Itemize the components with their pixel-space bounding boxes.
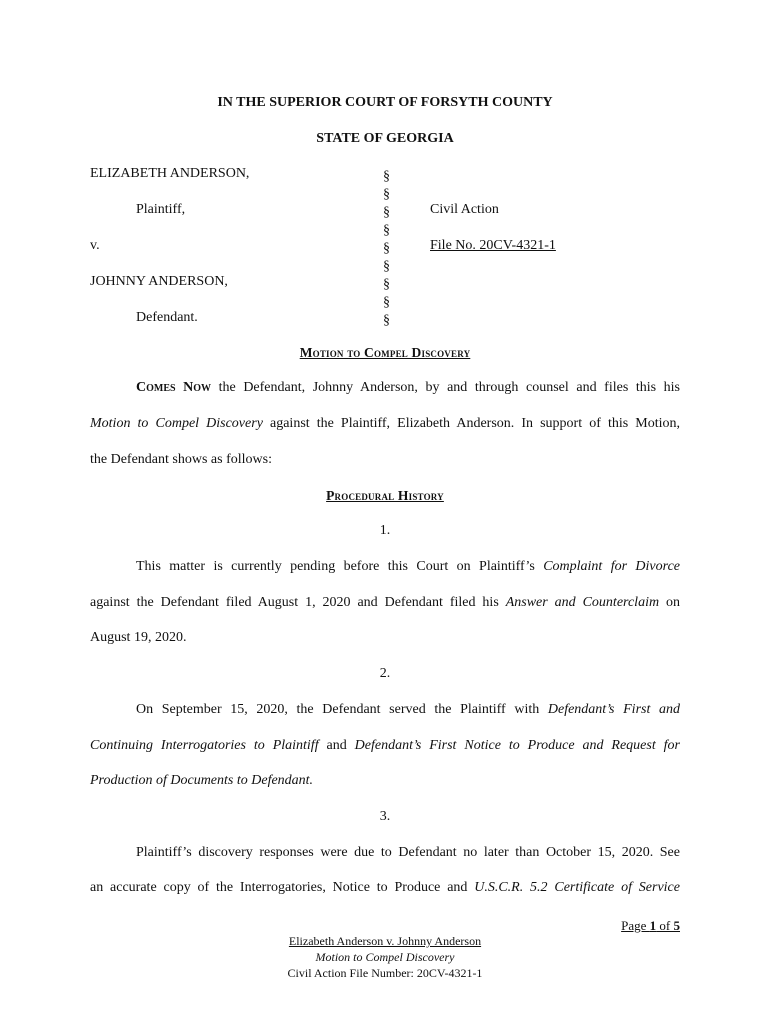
footer bbox=[230, 933, 540, 981]
paragraph-number: 2. bbox=[379, 666, 391, 681]
paragraph-1-line-2 bbox=[90, 595, 680, 611]
section-mark: § bbox=[383, 241, 390, 256]
paragraph-text: and bbox=[318, 738, 355, 753]
paragraph-2-line-3: Production of Documents to Defendant. bbox=[90, 773, 314, 788]
comes-now: Comes Now bbox=[136, 380, 212, 395]
paragraph-text: on bbox=[659, 595, 681, 610]
paragraph-text: an accurate copy of the Interrogatories, Notice to Produce and bbox=[90, 880, 475, 895]
paragraph-3-line-2 bbox=[90, 880, 680, 896]
section-mark: § bbox=[383, 259, 390, 274]
paragraph-1-line-1 bbox=[90, 559, 680, 575]
paragraph-text: against the Defendant filed August 1, 2020 and Defendant filed his bbox=[90, 595, 506, 610]
section-mark: § bbox=[383, 205, 390, 220]
section-mark: § bbox=[383, 295, 390, 310]
motion-title: Motion to Compel Discovery bbox=[299, 345, 471, 360]
document-title-italic: U.S.C.R. 5.2 Certificate of Service bbox=[474, 880, 680, 895]
page-total: 5 bbox=[673, 918, 680, 933]
versus-label: v. bbox=[90, 238, 100, 253]
section-mark: § bbox=[383, 169, 390, 184]
page-current: 1 bbox=[649, 918, 657, 933]
section-mark: § bbox=[383, 223, 390, 238]
section-heading: Procedural History bbox=[326, 488, 444, 503]
paragraph-3-line-1: Plaintiff’s discovery responses were due to Defendant no later than October 15, 2020. See bbox=[136, 845, 680, 860]
footer-file-number: Civil Action File Number: 20CV-4321-1 bbox=[287, 966, 483, 980]
footer-case-name: Elizabeth Anderson v. Johnny Anderson bbox=[288, 934, 482, 948]
motion-name-italic: Motion to Compel Discovery bbox=[90, 416, 263, 431]
intro-line-1 bbox=[90, 380, 680, 396]
plaintiff-name: ELIZABETH ANDERSON, bbox=[90, 166, 250, 181]
court-name: IN THE SUPERIOR COURT OF FORSYTH COUNTY bbox=[217, 95, 553, 110]
paragraph-text: On September 15, 2020, the Defendant served the Plaintiff with bbox=[136, 702, 548, 717]
defendant-name: JOHNNY ANDERSON, bbox=[90, 274, 228, 289]
section-mark: § bbox=[383, 313, 390, 328]
intro-line-2 bbox=[90, 416, 680, 432]
document-title-italic: Defendant’s First Notice to Produce and Request for bbox=[354, 738, 680, 753]
section-mark-column bbox=[383, 168, 397, 330]
section-mark: § bbox=[383, 277, 390, 292]
paragraph-2-line-1 bbox=[90, 702, 680, 718]
paragraph-text: This matter is currently pending before this Court on Plaintiff’s bbox=[136, 559, 544, 574]
paragraph-1-line-3: August 19, 2020. bbox=[90, 630, 187, 645]
document-title-italic: Complaint for Divorce bbox=[543, 559, 681, 574]
paragraph-2-line-2 bbox=[90, 738, 680, 754]
section-mark: § bbox=[383, 187, 390, 202]
intro-text: the Defendant, Johnny Anderson, by and through counsel and files this his bbox=[211, 380, 681, 395]
page-label: Page bbox=[621, 918, 650, 933]
document-title-italic: Defendant’s First and bbox=[547, 702, 680, 717]
paragraph-number: 1. bbox=[379, 523, 391, 538]
paragraph-number: 3. bbox=[379, 809, 391, 824]
document-title-italic: Continuing Interrogatories to Plaintiff bbox=[90, 738, 319, 753]
file-number: File No. 20CV-4321-1 bbox=[430, 238, 556, 253]
document-title-italic: Answer and Counterclaim bbox=[505, 595, 660, 610]
page-of: of bbox=[656, 918, 674, 933]
plaintiff-role: Plaintiff, bbox=[136, 202, 186, 217]
intro-line-3: the Defendant shows as follows: bbox=[90, 452, 272, 467]
page-number bbox=[560, 918, 680, 934]
footer-motion-name: Motion to Compel Discovery bbox=[315, 950, 455, 964]
intro-text: against the Plaintiff, Elizabeth Anderson. In support of this Motion, bbox=[262, 416, 680, 431]
civil-action-label: Civil Action bbox=[430, 202, 499, 217]
court-state: STATE OF GEORGIA bbox=[316, 131, 454, 146]
defendant-role: Defendant. bbox=[136, 310, 198, 325]
